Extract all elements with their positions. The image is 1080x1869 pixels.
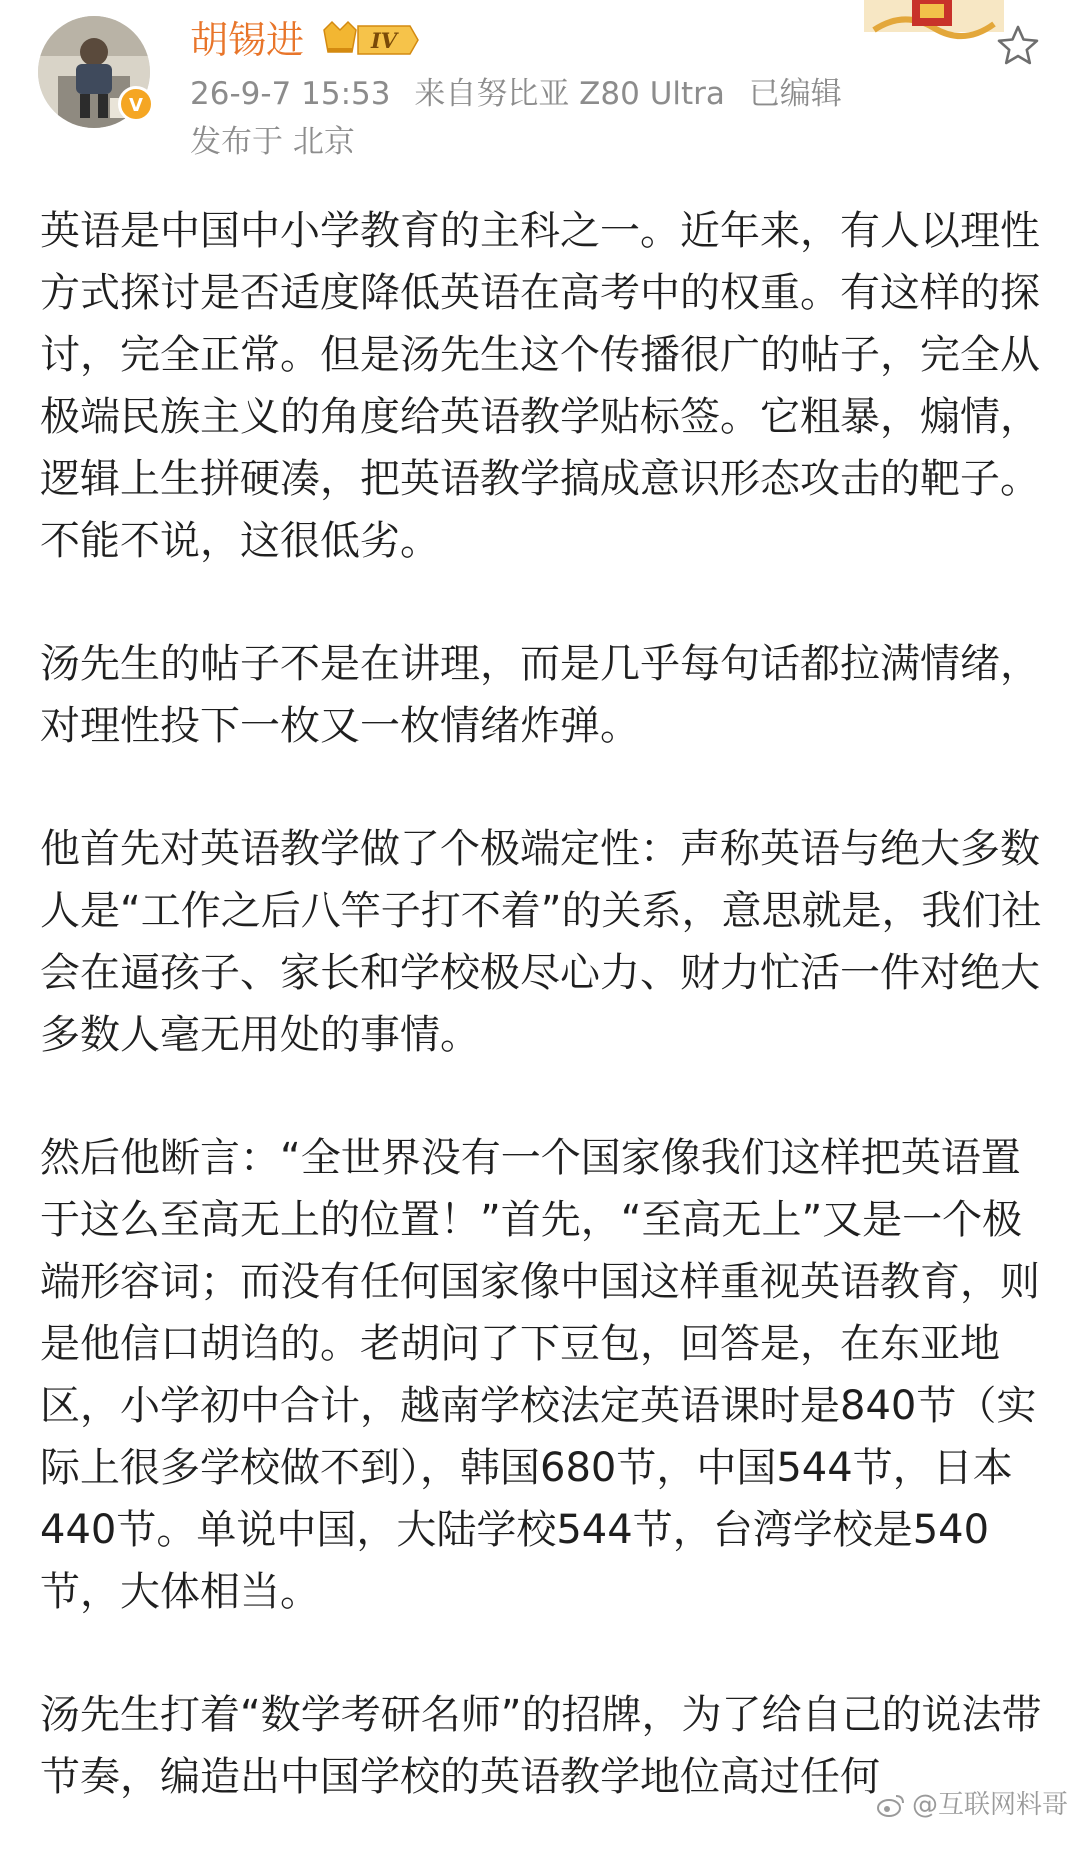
favorite-star-icon[interactable] bbox=[994, 22, 1042, 70]
weibo-logo-icon bbox=[876, 1792, 906, 1818]
paragraph: 汤先生的帖子不是在讲理，而是几乎每句话都拉满情绪，对理性投下一枚又一枚情绪炸弹。 bbox=[40, 641, 1040, 749]
post-location: 发布于 北京 bbox=[190, 124, 355, 160]
post-content bbox=[40, 200, 1045, 1869]
verified-badge-icon bbox=[118, 86, 154, 122]
watermark-text: @互联网料哥 bbox=[911, 1790, 1068, 1820]
paragraph: 他首先对英语教学做了个极端定性：声称英语与绝大多数人是“工作之后八竿子打不着”的关系，意思就是，我们社会在逼孩子、家长和学校极尽心力、财力忙活一件对绝大多数人毫无用处的事情。 bbox=[40, 826, 1042, 1058]
paragraph: 汤先生打着“数学考研名师”的招牌，为了给自己的说法带节奏，编造出中国学校的英语教学地位高过任何 bbox=[40, 1692, 1042, 1800]
edited-label[interactable]: 已编辑 bbox=[748, 76, 842, 112]
post-source: 来自努比亚 Z80 Ultra bbox=[414, 76, 725, 112]
paragraph: 然后他断言：“全世界没有一个国家像我们这样把英语置于这么至高无上的位置！”首先，“至高无上”又是一个极端形容词；而没有任何国家像中国这样重视英语教育，则是他信口胡诌的。老胡问了下豆包，回答是，在东亚地区，小学初中合计，越南学校法定英语课时是840节（实际上很多学校做不到），韩国680节，中国544节，日本440节。单说中国，大陆学校544节，台湾学校是540节，大体相当。 bbox=[40, 1135, 1040, 1615]
level-badge-text: IV bbox=[370, 28, 398, 53]
author-name[interactable]: 胡锡进 bbox=[190, 18, 305, 62]
post-header bbox=[0, 0, 1080, 170]
decoration-banner bbox=[864, 0, 1004, 40]
watermark bbox=[876, 1788, 1068, 1822]
post-timestamp: 26-9-7 15:53 bbox=[190, 76, 391, 112]
paragraph: 英语是中国中小学教育的主科之一。近年来，有人以理性方式探讨是否适度降低英语在高考中的权重。有这样的探讨，完全正常。但是汤先生这个传播很广的帖子，完全从极端民族主义的角度给英语教学贴标签。它粗暴，煽情，逻辑上生拼硬凑，把英语教学搞成意识形态攻击的靶子。不能不说，这很低劣。 bbox=[40, 208, 1040, 564]
level-badge-icon bbox=[318, 20, 422, 60]
svg-text:V: V bbox=[129, 95, 143, 116]
post-meta bbox=[190, 72, 856, 116]
